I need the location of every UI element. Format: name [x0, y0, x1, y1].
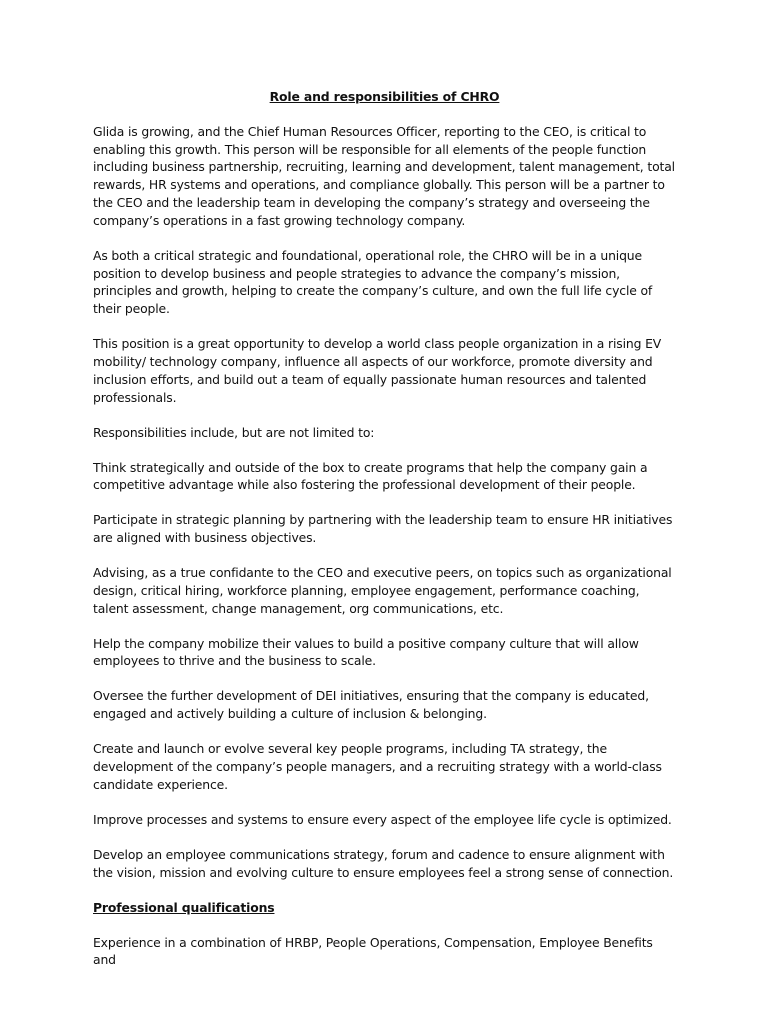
document-title: Role and responsibilities of CHRO — [269, 89, 500, 104]
responsibility-item: Help the company mobilize their values to build a positive company culture that will allow employees to thrive and the business to scale. — [93, 635, 639, 669]
responsibility-item: Improve processes and systems to ensure every aspect of the employee life cycle is optimized. — [93, 811, 672, 827]
intro-paragraph-1: Glida is growing, and the Chief Human Resources Officer, reporting to the CEO, is critical to enabling this growth. This person will be responsible for all elements of the people function including business partnership, recruiting, learning and development, talent management, total rewards, HR systems and operations, and compliance globally. This person will be a partner to the CEO and the leadership team in developing the company’s strategy and overseeing the company’s operations in a fast growing technology company. — [93, 123, 675, 228]
responsibilities-intro: Responsibilities include, but are not limited to: — [93, 424, 375, 440]
responsibility-item: Develop an employee communications strategy, forum and cadence to ensure alignment with the vision, mission and evolving culture to ensure employees feel a strong sense of connection. — [93, 846, 674, 880]
qualification-item: Experience in a combination of HRBP, People Operations, Compensation, Employee Benefits and — [93, 934, 653, 968]
responsibility-item: Think strategically and outside of the box to create programs that help the company gain a competitive advantage while also fostering the professional development of their people. — [93, 459, 648, 493]
intro-paragraph-3: This position is a great opportunity to develop a world class people organization in a rising EV mobility/ technology company, influence all aspects of our workforce, promote diversity and inclusion efforts, and build out a team of equally passionate human resources and talented professionals. — [93, 336, 662, 405]
responsibility-item: Oversee the further development of DEI initiatives, ensuring that the company is educated, engaged and actively building a culture of inclusion & belonging. — [93, 688, 649, 722]
intro-paragraph-2: As both a critical strategic and foundational, operational role, the CHRO will be in a unique position to develop business and people strategies to advance the company’s mission, principles and growth, helping to create the company’s culture, and own the full life cycle of their people. — [93, 247, 653, 317]
responsibility-item: Participate in strategic planning by partnering with the leadership team to ensure HR initiatives are aligned with business objectives. — [93, 512, 673, 546]
qualifications-heading: Professional qualifications — [93, 899, 275, 915]
responsibility-item: Create and launch or evolve several key people programs, including TA strategy, the development of the company’s people managers, and a recruiting strategy with a world-class candidate experience. — [93, 741, 662, 792]
responsibility-item: Advising, as a true confidante to the CEO and executive peers, on topics such as organizational design, critical hiring, workforce planning, employee engagement, performance coaching, talent assessment, change management, org communications, etc. — [93, 565, 672, 616]
